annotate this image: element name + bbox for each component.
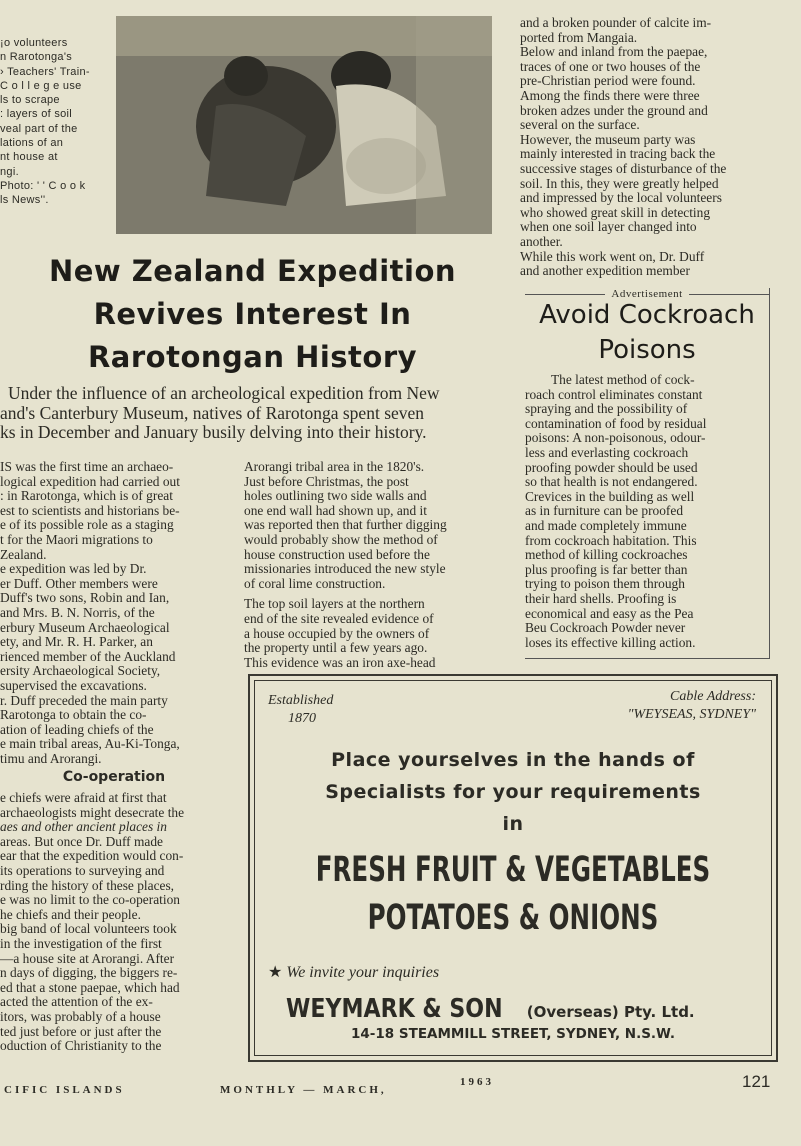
tagline-line: Place yourselves in the hands of (331, 749, 695, 771)
text-line: e of its possible role as a staging (0, 517, 174, 533)
text-line: pre-Christian period were found. (520, 73, 696, 89)
text-line: est to scientists and historians be- (0, 502, 180, 518)
company-address: 14-18 STEAMMILL STREET, SYDNEY, N.S.W. (351, 1026, 675, 1042)
text-line: The latest method of cock- (551, 372, 695, 387)
tagline-line: Specialists for your requirements (325, 781, 701, 803)
text-line: big band of local volunteers took (0, 921, 177, 937)
star-icon: ★ (268, 964, 283, 981)
text-line: proofing powder should be used (525, 459, 698, 475)
advertisement-label: Advertisement (611, 288, 683, 300)
text-line: er Duff. Other members were (0, 575, 158, 591)
text-line: broken adzes under the ground and (520, 102, 708, 118)
text-line: when one soil layer changed into (520, 219, 697, 235)
ad-title-line: Avoid Cockroach (539, 300, 755, 330)
text-line: ed that a stone paepae, which had (0, 979, 180, 995)
paragraph (244, 475, 500, 592)
text-line: several on the surface. (520, 117, 640, 133)
article-column-1 (0, 460, 228, 1054)
text-line: rding the history of these places, (0, 877, 175, 893)
text-line: mainly interested in tracing back the (520, 146, 716, 162)
text-line: ersity Archaeological Society, (0, 663, 161, 679)
section-subheading: Co-operation (62, 769, 166, 786)
photo-caption (0, 36, 100, 208)
paragraph (520, 250, 772, 279)
text-line: contamination of food by residual (525, 415, 707, 431)
caption-line: : layers of soil (0, 108, 73, 121)
headline-line-2: Revives Interest In (93, 297, 412, 331)
text-line: method of killing cockroaches (525, 547, 688, 563)
text-line: supervised the excavations. (0, 677, 147, 693)
text-line: was reported then that further digging (244, 517, 447, 533)
text-line: e chiefs were afraid at first that (0, 790, 167, 806)
text-line: ported from Mangaia. (520, 29, 638, 45)
text-line: roach control eliminates constant (525, 386, 703, 402)
established-block (268, 692, 333, 728)
paragraph (0, 460, 228, 562)
product-line: POTATOES & ONIONS (367, 898, 659, 938)
intro-line: Under the influence of an archeological expedition from New (8, 383, 440, 403)
caption-line: nt house at (0, 151, 58, 164)
text-line: Among the finds there were three (520, 87, 700, 103)
text-line: The top soil layers at the northern (244, 596, 425, 612)
text-line: missionaries introduced the new style (244, 561, 446, 577)
headline-line-3: Rarotongan History (87, 340, 418, 374)
text-line: r. Duff preceded the main party (0, 692, 168, 708)
caption-line: › Teachers' Train- (0, 65, 90, 78)
ad-title (525, 298, 769, 368)
text-line: he chiefs and their people. (0, 906, 141, 922)
text-line: e main tribal areas, Au-Ki-Tonga, (0, 736, 180, 752)
article-column-2 (244, 460, 500, 670)
text-line: as in furniture can be proofed (525, 503, 684, 519)
paragraph (0, 562, 228, 693)
text-line: would probably show the method of (244, 531, 438, 547)
photo-image (116, 16, 492, 234)
intro-line: and's Canterbury Museum, natives of Rarotonga spent seven (0, 402, 425, 423)
text-line: and impressed by the local volunteers (520, 190, 722, 206)
text-line: and a broken pounder of calcite im- (520, 15, 712, 30)
paragraph (520, 133, 772, 250)
text-line: its operations to surveying and (0, 863, 165, 879)
article-headline (0, 250, 505, 379)
expedition-photo (116, 16, 492, 234)
headline-line-1: New Zealand Expedition (48, 254, 457, 288)
text-line: itors, was probably of a house (0, 1008, 161, 1024)
invite-line (268, 962, 439, 982)
cockroach-advertisement (525, 288, 770, 659)
intro-line: ks in December and January busily delving into their history. (0, 422, 427, 442)
text-line: Zealand. (0, 546, 47, 562)
footer-year: 1963 (460, 1076, 494, 1088)
text-line: ety, and Mr. R. H. Parker, an (0, 634, 153, 650)
paragraph (0, 694, 228, 767)
text-line: another. (520, 233, 563, 249)
text-line: and Mrs. B. N. Norris, of the (0, 604, 155, 620)
text-line: and made completely immune (525, 517, 687, 533)
company-name: WEYMARK & SON (286, 994, 503, 1024)
text-line: one end wall had shown up, and it (244, 502, 427, 518)
text-line: ear that the expedition would con- (0, 848, 184, 864)
established-year: 1870 (288, 711, 316, 726)
text-line: Rarotonga to obtain the co- (0, 707, 147, 723)
cable-block (628, 688, 756, 724)
paragraph (244, 460, 500, 475)
paragraph (0, 922, 228, 1053)
caption-line: ngi. (0, 165, 19, 178)
company-name-row (286, 994, 695, 1024)
caption-line: n Rarotonga's (0, 51, 73, 64)
text-line: so that health is not endangered. (525, 474, 698, 490)
text-line: traces of one or two houses of the (520, 58, 701, 74)
text-line: IS was the first time an archaeo- (0, 459, 174, 474)
paragraph (244, 597, 500, 670)
text-line: timu and Arorangi. (0, 750, 102, 766)
text-line: and another expedition member (520, 263, 690, 279)
ad-body (525, 373, 759, 650)
text-line: aes and other ancient places in (0, 819, 167, 835)
text-line: end of the site revealed evidence of (244, 610, 434, 626)
text-line: e was no limit to the co-operation (0, 892, 180, 908)
footer-publication: CIFIC ISLANDS (4, 1084, 125, 1096)
text-line: While this work went on, Dr. Duff (520, 248, 705, 264)
text-line: t for the Maori migrations to (0, 531, 153, 547)
caption-line: ls News''. (0, 194, 49, 207)
paragraph (520, 45, 772, 133)
text-line: rienced member of the Auckland (0, 648, 176, 664)
text-line: areas. But once Dr. Duff made (0, 833, 163, 849)
caption-line: ¡o volunteers (0, 37, 68, 49)
divider (689, 294, 769, 295)
text-line: Below and inland from the paepae, (520, 44, 708, 60)
ad-tagline (250, 744, 776, 840)
text-line: the property until a few years ago. (244, 640, 428, 656)
text-line: trying to poison them through (525, 576, 685, 592)
text-line: holes outlining two side walls and (244, 488, 427, 504)
caption-line: veal part of the (0, 122, 78, 135)
text-line: logical expedition had carried out (0, 473, 180, 489)
text-line: : in Rarotonga, which is of great (0, 488, 173, 504)
text-line: oduction of Christianity to the (0, 1038, 162, 1054)
text-line: their hard shells. Proofing is (525, 590, 677, 606)
caption-line: Photo: ' ' C o o k (0, 179, 86, 192)
text-line: who showed great skill in detecting (520, 204, 711, 220)
text-line: from cockroach habitation. This (525, 532, 697, 548)
text-line: However, the museum party was (520, 131, 696, 147)
text-line: Just before Christmas, the post (244, 473, 409, 489)
caption-line: lations of an (0, 137, 64, 150)
ad-title-line: Poisons (598, 335, 696, 365)
text-line: This evidence was an iron axe-head (244, 654, 436, 670)
text-line: Beu Cockroach Powder never (525, 620, 686, 636)
paragraph (520, 16, 772, 45)
text-line: erbury Museum Archaeological (0, 619, 170, 635)
text-line: soil. In this, they were greatly helped (520, 175, 719, 191)
text-line: successive stages of disturbance of the (520, 160, 727, 176)
text-line: n days of digging, the biggers re- (0, 965, 178, 981)
text-line: in the investigation of the first (0, 936, 162, 951)
cable-address: "WEYSEAS, SYDNEY" (627, 707, 756, 722)
text-line: acted the attention of the ex- (0, 994, 153, 1010)
text-line: loses its effective killing action. (525, 634, 696, 650)
text-line: poisons: A non-poisonous, odour- (525, 430, 706, 446)
cable-label: Cable Address: (670, 689, 756, 704)
text-line: archaeologists might desecrate the (0, 804, 185, 820)
text-line: Duff's two sons, Robin and Ian, (0, 590, 170, 606)
text-line: less and everlasting cockroach (525, 444, 689, 460)
text-line: a house occupied by the owners of (244, 625, 430, 641)
page-number: 121 (742, 1072, 771, 1091)
text-line: ation of leading chiefs of the (0, 721, 154, 737)
tagline-line: in (502, 813, 524, 835)
text-line: plus proofing is far better than (525, 561, 688, 577)
text-line: e expedition was led by Dr. (0, 561, 147, 577)
text-line: economical and easy as the Pea (525, 605, 694, 621)
text-line: spraying and the possibility of (525, 401, 688, 417)
text-line: Arorangi tribal area in the 1820's. (244, 459, 425, 474)
text-line: of coral lime construction. (244, 575, 386, 591)
text-line: Crevices in the building as well (525, 488, 695, 504)
product-line: FRESH FRUIT & VEGETABLES (315, 850, 711, 890)
weymark-advertisement (248, 674, 778, 1062)
divider (525, 294, 605, 295)
text-line: house construction used before the (244, 546, 430, 562)
article-intro (0, 384, 505, 443)
footer-issue: MONTHLY — MARCH, (220, 1084, 387, 1096)
text-line: —a house site at Arorangi. After (0, 950, 175, 966)
text-line: ted just before or just after the (0, 1023, 162, 1039)
caption-line: C o l l e g e use (0, 79, 82, 92)
ad-products (250, 846, 776, 942)
caption-line: ls to scrape (0, 94, 60, 107)
paragraph (0, 791, 228, 922)
article-column-3 (520, 16, 772, 279)
established-label: Established (268, 693, 334, 708)
invite-text: We invite your inquiries (286, 964, 440, 981)
company-suffix: (Overseas) Pty. Ltd. (526, 1003, 695, 1021)
